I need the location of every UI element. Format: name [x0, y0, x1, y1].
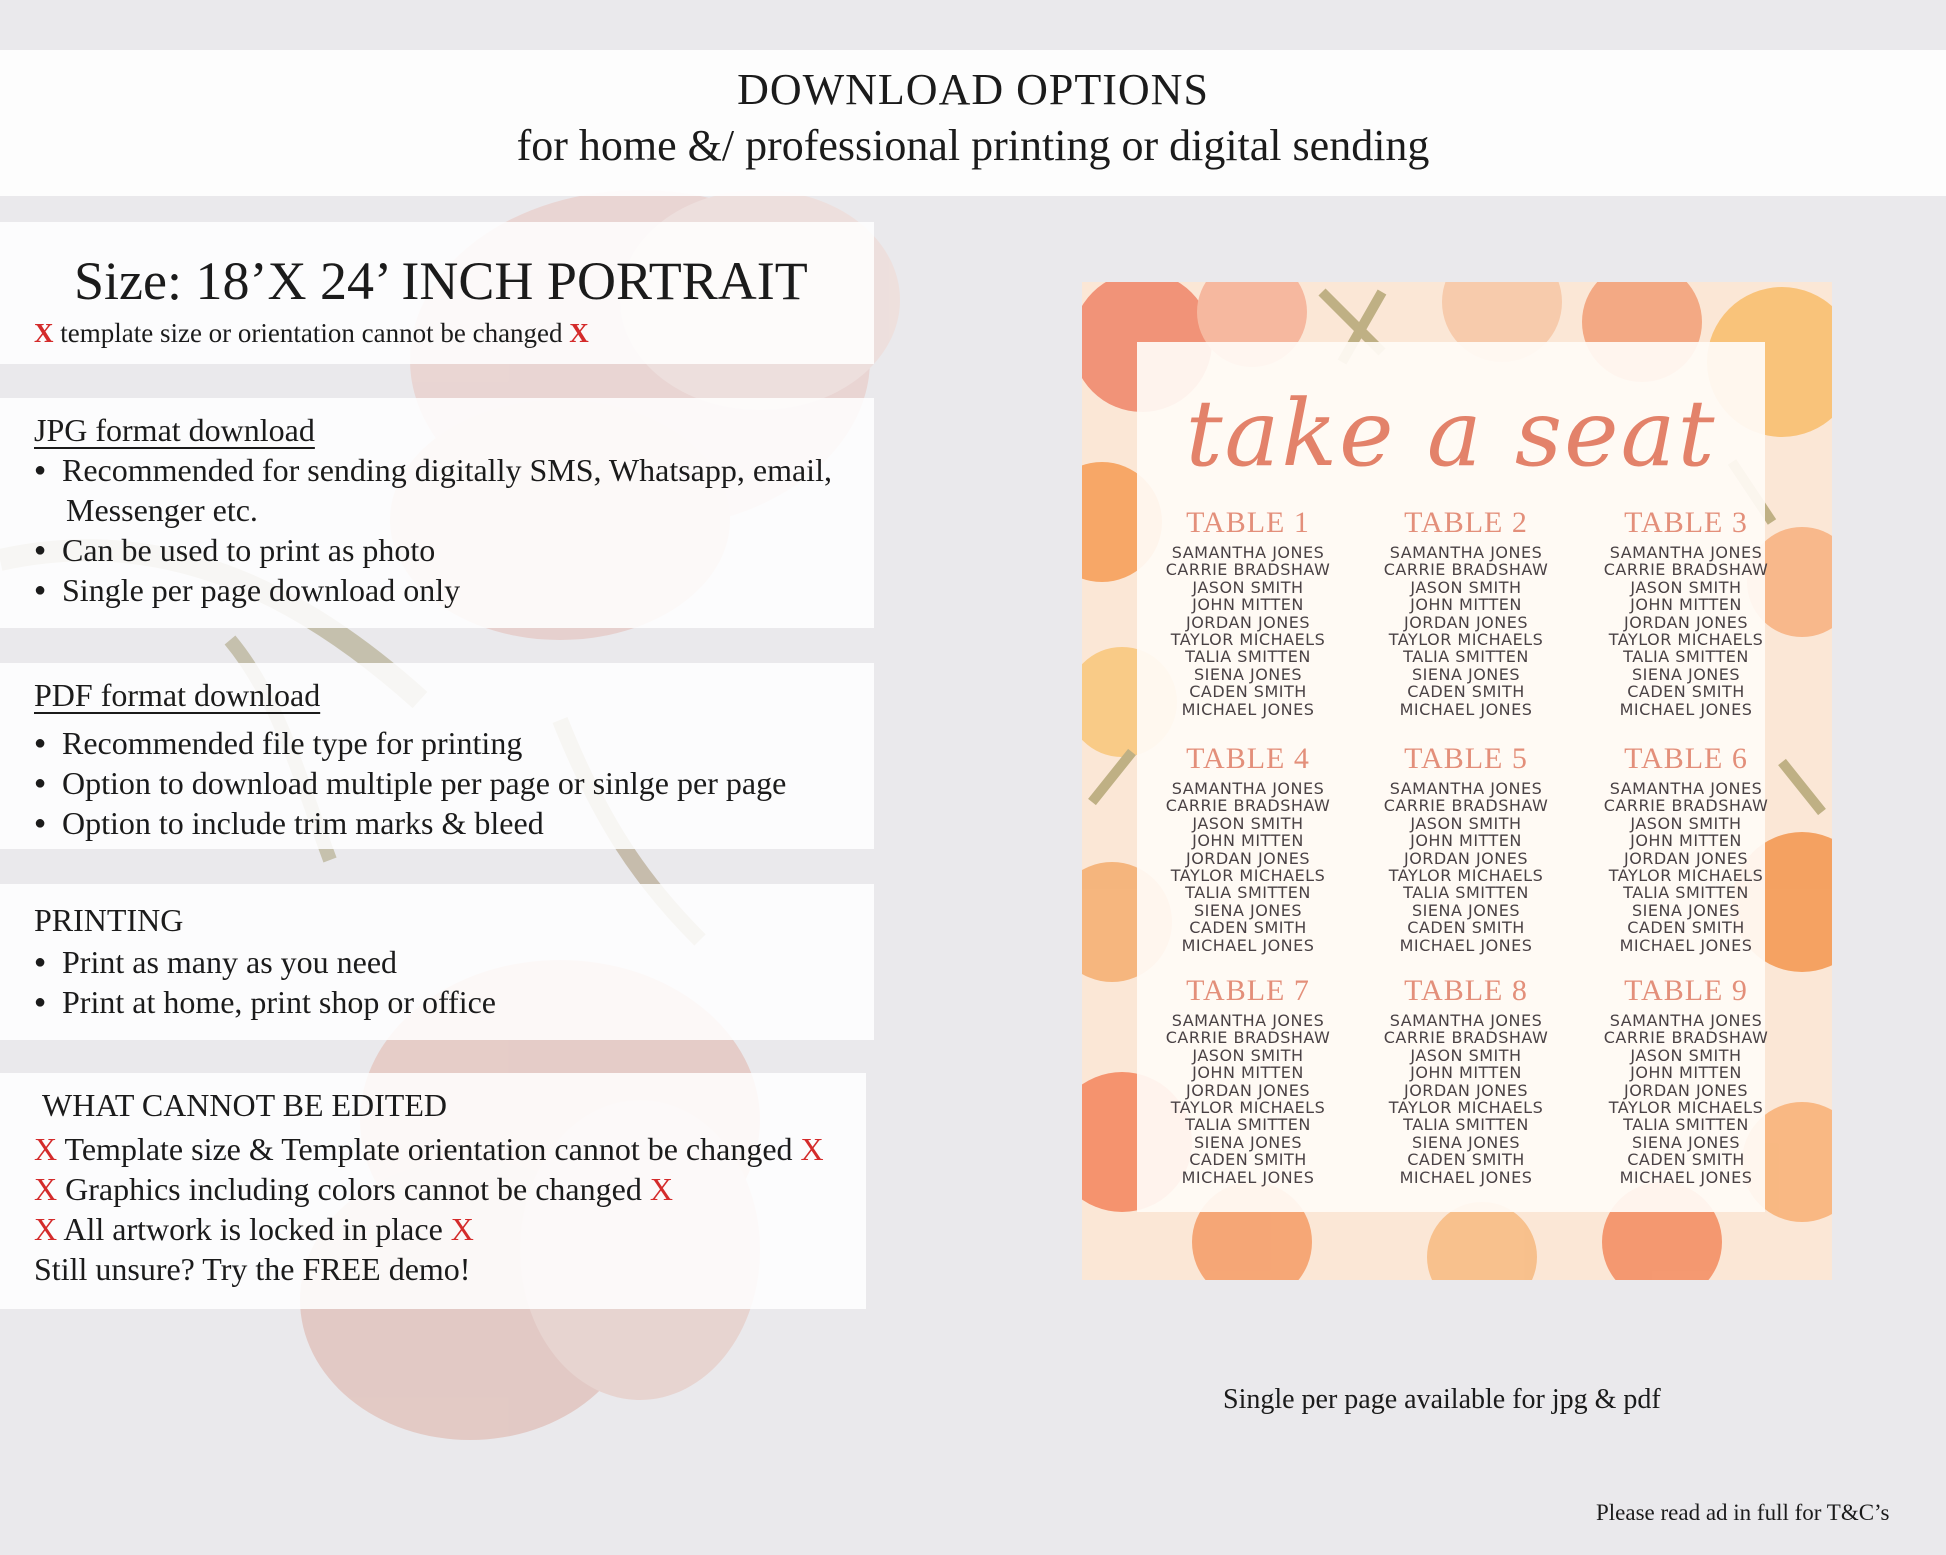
guest-name: SAMANTHA JONES — [1389, 779, 1543, 798]
guest-name: SAMANTHA JONES — [1609, 779, 1763, 798]
header-banner — [0, 50, 1946, 196]
guest-name: SIENA JONES — [1631, 664, 1741, 684]
guest-name: CARRIE BRADSHAW — [1165, 1028, 1331, 1048]
guest-name: JORDAN JONES — [1623, 612, 1748, 632]
guest-name: JOHN MITTEN — [1192, 595, 1304, 615]
guest-name: JORDAN JONES — [1185, 848, 1310, 868]
guest-name: SIENA JONES — [1411, 664, 1521, 684]
guest-name: TAYLOR MICHAELS — [1170, 1098, 1326, 1118]
x-mark-icon: X — [34, 1131, 58, 1167]
table-name: TABLE 1 — [1186, 506, 1310, 539]
jpg-format-section — [0, 398, 874, 628]
guest-name: JOHN MITTEN — [1630, 831, 1742, 851]
guest-name: CARRIE BRADSHAW — [1383, 560, 1549, 580]
guest-name: CARRIE BRADSHAW — [1165, 796, 1331, 816]
list-item: ● Single per page download only — [28, 570, 832, 610]
guest-name: JORDAN JONES — [1623, 1080, 1748, 1100]
terms-note: Please read ad in full for T&C’s — [1596, 1500, 1890, 1525]
guest-name: CARRIE BRADSHAW — [1603, 796, 1769, 816]
guest-name: SIENA JONES — [1411, 1132, 1521, 1152]
table-name: TABLE 7 — [1186, 974, 1310, 1007]
guest-name: JASON SMITH — [1192, 1045, 1304, 1065]
printing-list — [28, 942, 496, 1022]
table-name: TABLE 9 — [1624, 974, 1748, 1007]
table-name: TABLE 8 — [1404, 974, 1528, 1007]
printing-heading: PRINTING — [34, 902, 184, 938]
seating-chart-card — [1137, 342, 1769, 1212]
x-mark-icon: X — [34, 318, 54, 348]
guest-name: CADEN SMITH — [1627, 682, 1745, 702]
guest-name: TAYLOR MICHAELS — [1388, 630, 1544, 650]
pdf-format-section — [0, 663, 874, 849]
guest-name: JOHN MITTEN — [1192, 1063, 1304, 1083]
guest-name: TALIA SMITTEN — [1623, 647, 1749, 667]
guest-name: SIENA JONES — [1193, 664, 1303, 684]
header-title: DOWNLOAD OPTIONS — [737, 65, 1209, 114]
guest-name: CARRIE BRADSHAW — [1603, 560, 1769, 580]
guest-name: TAYLOR MICHAELS — [1170, 866, 1326, 886]
cannot-edit-list — [34, 1129, 824, 1289]
guest-name: TALIA SMITTEN — [1623, 1115, 1749, 1135]
guest-name: JORDAN JONES — [1403, 848, 1528, 868]
guest-name: SIENA JONES — [1631, 1132, 1741, 1152]
guest-name: JASON SMITH — [1630, 577, 1742, 597]
size-info-box — [0, 222, 874, 364]
guest-name: CADEN SMITH — [1627, 918, 1745, 938]
table-name: TABLE 2 — [1404, 506, 1528, 539]
guest-name: JASON SMITH — [1192, 813, 1304, 833]
guest-name: SAMANTHA JONES — [1389, 543, 1543, 562]
guest-name: JOHN MITTEN — [1630, 595, 1742, 615]
guest-name: JORDAN JONES — [1185, 612, 1310, 632]
x-mark-icon: X — [34, 1171, 58, 1207]
guest-name: CADEN SMITH — [1407, 682, 1525, 702]
printing-section — [0, 884, 874, 1040]
guest-name: CADEN SMITH — [1189, 682, 1307, 702]
cannot-edit-section — [0, 1073, 866, 1309]
pdf-heading: PDF format download — [34, 677, 321, 713]
guest-name: SAMANTHA JONES — [1609, 543, 1763, 562]
guest-name: JOHN MITTEN — [1630, 1063, 1742, 1083]
list-item: X Template size & Template orientation cannot be changed X — [34, 1131, 824, 1167]
size-note — [34, 318, 589, 349]
seating-table — [1581, 742, 1791, 954]
table-name: TABLE 3 — [1624, 506, 1748, 539]
guest-name: SIENA JONES — [1193, 1132, 1303, 1152]
guest-name: CARRIE BRADSHAW — [1603, 1028, 1769, 1048]
list-item: ● Option to include trim marks & bleed — [28, 803, 786, 843]
guest-name: JASON SMITH — [1630, 813, 1742, 833]
x-mark-icon: X — [450, 1211, 474, 1247]
guest-name: TAYLOR MICHAELS — [1608, 630, 1764, 650]
guest-name: SAMANTHA JONES — [1389, 1011, 1543, 1030]
guest-name: SAMANTHA JONES — [1609, 1011, 1763, 1030]
guest-name: SIENA JONES — [1631, 900, 1741, 920]
guest-name: CARRIE BRADSHAW — [1383, 1028, 1549, 1048]
cannot-edit-heading: WHAT CANNOT BE EDITED — [42, 1087, 447, 1123]
guest-name: MICHAEL JONES — [1181, 1167, 1315, 1187]
guest-name: CADEN SMITH — [1189, 1150, 1307, 1170]
list-item: ● Print at home, print shop or office — [28, 982, 496, 1022]
table-name: TABLE 4 — [1186, 742, 1310, 775]
guest-name: SIENA JONES — [1193, 900, 1303, 920]
guest-name: TAYLOR MICHAELS — [1170, 630, 1326, 650]
list-item: X All artwork is locked in place X — [34, 1211, 474, 1247]
guest-name: CADEN SMITH — [1627, 1150, 1745, 1170]
guest-name: MICHAEL JONES — [1399, 935, 1533, 955]
guest-name: JASON SMITH — [1410, 1045, 1522, 1065]
guest-name: JOHN MITTEN — [1410, 831, 1522, 851]
guest-name: MICHAEL JONES — [1181, 699, 1315, 719]
list-item-continued: Messenger etc. — [66, 492, 258, 528]
guest-name: JORDAN JONES — [1185, 1080, 1310, 1100]
list-item: X Graphics including colors cannot be changed X — [34, 1171, 673, 1207]
guest-name: CARRIE BRADSHAW — [1383, 796, 1549, 816]
size-note-text: template size or orientation cannot be changed — [60, 318, 563, 348]
guest-name: MICHAEL JONES — [1619, 699, 1753, 719]
guest-name: SIENA JONES — [1411, 900, 1521, 920]
x-mark-icon: X — [800, 1131, 824, 1167]
guest-name: JASON SMITH — [1630, 1045, 1742, 1065]
guest-name: TALIA SMITTEN — [1403, 883, 1529, 903]
x-mark-icon: X — [34, 1211, 58, 1247]
guest-name: JORDAN JONES — [1623, 848, 1748, 868]
x-mark-icon: X — [649, 1171, 673, 1207]
size-title: Size: 18’X 24’ INCH PORTRAIT — [74, 251, 808, 311]
list-item: ● Option to download multiple per page or sinlge per page — [28, 763, 786, 803]
guest-name: TAYLOR MICHAELS — [1608, 1098, 1764, 1118]
seating-table — [1143, 742, 1353, 954]
list-item: ● Can be used to print as photo — [28, 530, 832, 570]
seating-table — [1143, 974, 1353, 1186]
guest-name: JOHN MITTEN — [1410, 1063, 1522, 1083]
pdf-list — [28, 723, 786, 843]
guest-name: TALIA SMITTEN — [1403, 647, 1529, 667]
jpg-list — [28, 450, 832, 610]
guest-name: JORDAN JONES — [1403, 612, 1528, 632]
header-subtitle: for home &/ professional printing or digital sending — [516, 121, 1430, 170]
x-mark-icon: X — [569, 318, 589, 348]
guest-name: CARRIE BRADSHAW — [1165, 560, 1331, 580]
guest-name: SAMANTHA JONES — [1171, 1011, 1325, 1030]
table-name: TABLE 6 — [1624, 742, 1748, 775]
guest-name: MICHAEL JONES — [1181, 935, 1315, 955]
guest-name: CADEN SMITH — [1407, 918, 1525, 938]
guest-name: TAYLOR MICHAELS — [1388, 866, 1544, 886]
seating-table — [1581, 974, 1791, 1186]
guest-name: SAMANTHA JONES — [1171, 543, 1325, 562]
guest-name: TAYLOR MICHAELS — [1608, 866, 1764, 886]
guest-name: CADEN SMITH — [1407, 1150, 1525, 1170]
guest-name: MICHAEL JONES — [1619, 935, 1753, 955]
guest-name: MICHAEL JONES — [1619, 1167, 1753, 1187]
guest-name: JORDAN JONES — [1403, 1080, 1528, 1100]
guest-name: CADEN SMITH — [1189, 918, 1307, 938]
seating-table — [1143, 506, 1353, 718]
demo-prompt: Still unsure? Try the FREE demo! — [34, 1251, 471, 1287]
list-item: ● Recommended for sending digitally SMS, Whatsapp, email, Messenger etc. — [28, 450, 832, 530]
guest-name: JASON SMITH — [1410, 813, 1522, 833]
seating-table — [1581, 506, 1791, 718]
guest-name: JOHN MITTEN — [1410, 595, 1522, 615]
guest-name: JASON SMITH — [1192, 577, 1304, 597]
table-name: TABLE 5 — [1404, 742, 1528, 775]
jpg-heading: JPG format download — [34, 412, 315, 448]
guest-name: MICHAEL JONES — [1399, 1167, 1533, 1187]
guest-name: MICHAEL JONES — [1399, 699, 1533, 719]
seating-chart-preview — [1082, 282, 1832, 1280]
guest-name: JASON SMITH — [1410, 577, 1522, 597]
list-item: ● Recommended file type for printing — [28, 723, 786, 763]
guest-name: TALIA SMITTEN — [1185, 647, 1311, 667]
guest-name: TALIA SMITTEN — [1185, 1115, 1311, 1135]
chart-script-title: take a seat — [1185, 380, 1717, 487]
single-per-page-note: Single per page available for jpg & pdf — [1223, 1384, 1661, 1415]
list-item: ● Print as many as you need — [28, 942, 496, 982]
guest-name: TALIA SMITTEN — [1185, 883, 1311, 903]
guest-name: SAMANTHA JONES — [1171, 779, 1325, 798]
guest-name: TAYLOR MICHAELS — [1388, 1098, 1544, 1118]
seating-table — [1361, 974, 1571, 1186]
guest-name: TALIA SMITTEN — [1403, 1115, 1529, 1135]
guest-name: TALIA SMITTEN — [1623, 883, 1749, 903]
guest-name: JOHN MITTEN — [1192, 831, 1304, 851]
seating-table — [1361, 742, 1571, 954]
seating-table — [1361, 506, 1571, 718]
